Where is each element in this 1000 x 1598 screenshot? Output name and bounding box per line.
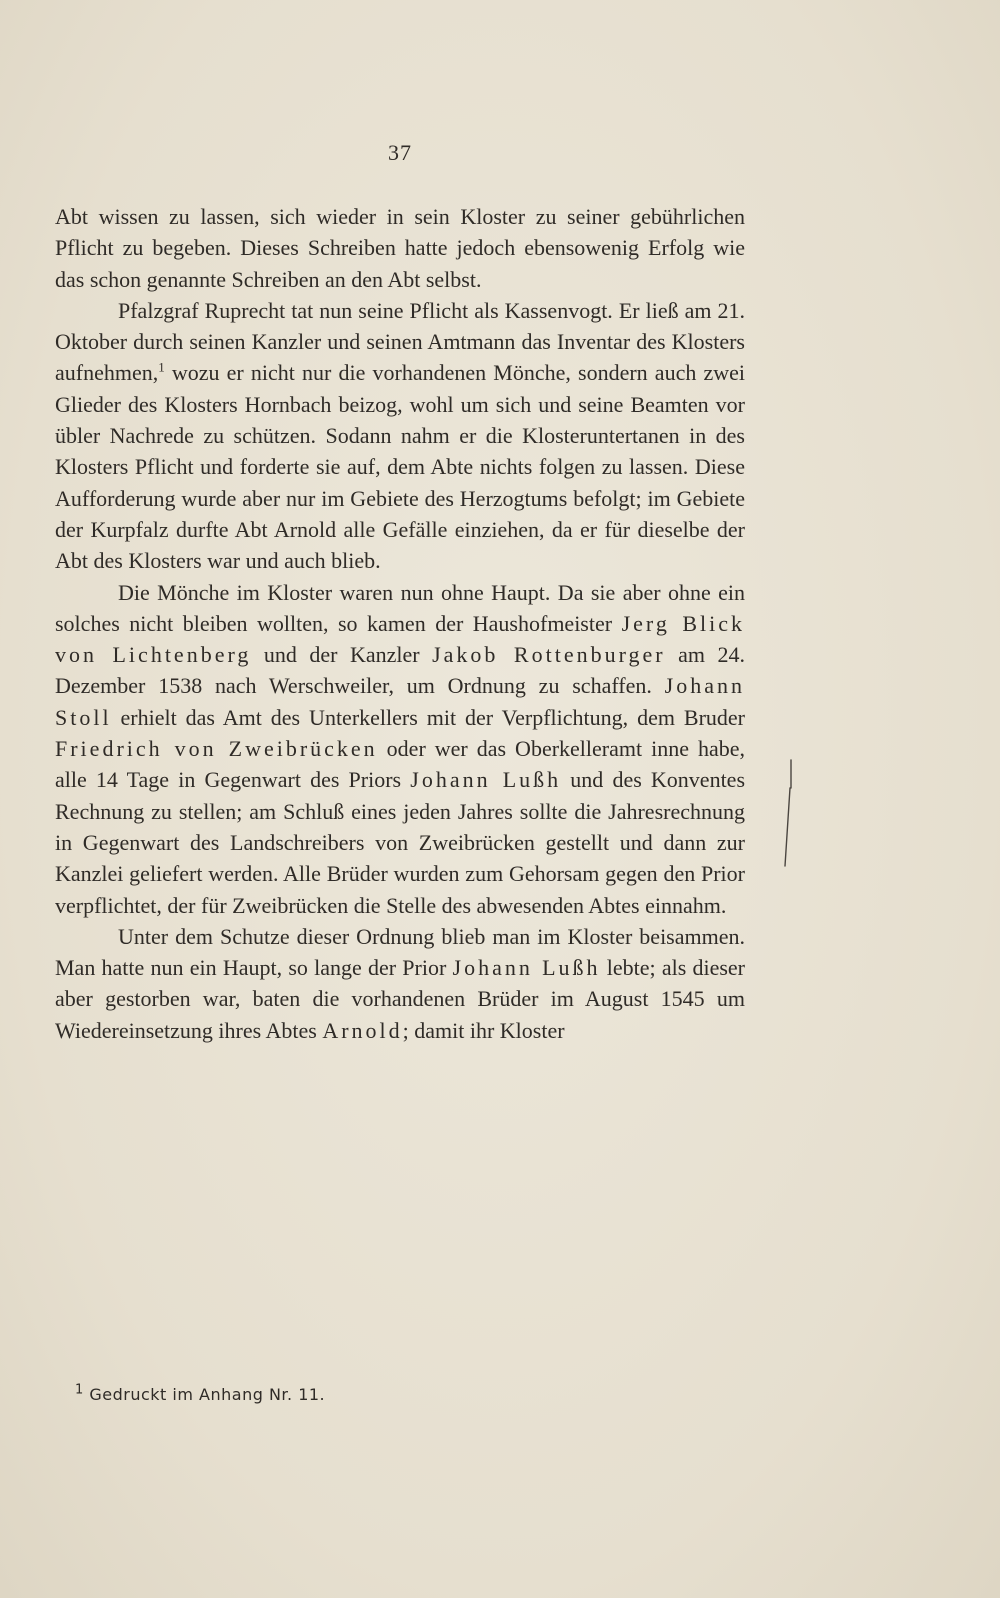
footnote-marker: 1 xyxy=(75,1382,84,1398)
spaced-name: Johann Lußh xyxy=(452,955,601,981)
spaced-name: Jakob Rottenburger xyxy=(432,642,666,668)
paragraph-3: Die Mönche im Kloster waren nun ohne Haupt. Da sie aber ohne ein solches nicht bleiben wollten, so kamen der Haushofmeister Jerg Blick von Lichtenberg und der Kanzler Jakob Rottenburger am 24. Dezember 1538 nach Werschweiler, um Ordnung zu schaffen. Johann Stoll erhielt das Amt des Unterkellers mit der Verpflichtung, dem Bruder Friedrich von Zweibrücken oder wer das Oberkelleramt inne habe, alle 14 Tage in Gegenwart des Priors Johann Lußh und des Konventes Rechnung zu stellen; am Schluß eines jeden Jahres sollte die Jahresrechnung in Gegenwart des Landschreibers von Zweibrücken gestellt und dann zur Kanzlei geliefert werden. Alle Brüder wurden zum Gehorsam gegen den Prior verpflichtet, der für Zweibrücken die Stelle des abwesenden Abtes einnahm. xyxy=(55,579,746,918)
footnote-text: Gedruckt im Anhang Nr. 11. xyxy=(89,1385,326,1404)
paragraph-2: Pfalzgraf Ruprecht tat nun seine Pflicht als Kassenvogt. Er ließ am 21. Oktober durch seinen Kanzler und seinen Amtmann das Inventar des Klosters aufnehmen,$^1$ wozu er nicht nur die vorhandenen Mönche, sondern auch zwei Glieder des Klosters Hornbach beizog, wohl um sich und seine Beamten vor übler Nachrede zu schützen. Sodann nahm er die Klosteruntertanen in des Klosters Pflicht und forderte sie auf, dem Abte nichts folgen zu lassen. Diese Aufforderung wurde aber nur im Gebiete des Herzogtums befolgt; im Gebiete der Kurpfalz durfte Abt Arnold alle Gefälle einziehen, da er für dieselbe der Abt des Klosters war und auch blieb. xyxy=(55,297,745,574)
spaced-name: Johann Stoll xyxy=(55,673,745,730)
page-number: 37 xyxy=(388,140,412,165)
spaced-name: Johann Lußh xyxy=(410,767,562,793)
footnote xyxy=(75,1382,326,1404)
spaced-name: Arnold xyxy=(322,1017,403,1043)
margin-pencil-mark xyxy=(778,758,798,868)
body-text xyxy=(55,201,745,1046)
spaced-name: Jerg Blick von Lichtenberg xyxy=(55,610,745,668)
spaced-name: Friedrich von Zweibrücken xyxy=(55,736,378,762)
paragraph-4: Unter dem Schutze dieser Ordnung blieb man im Kloster beisammen. Man hatte nun ein Haupt, so lange der Prior Johann Lußh lebte; als dieser aber gestorben war, baten die vorhandenen Brüder im August 1545 um Wiedereinsetzung ihres Abtes Arnold; damit ihr Kloster xyxy=(55,923,746,1043)
paragraph-1: Abt wissen zu lassen, sich wieder in sein Kloster zu seiner gebührlichen Pflicht zu begeben. Dieses Schreiben hatte jedoch ebensowenig Erfolg wie das schon genannte Schreiben an den Abt selbst. xyxy=(55,204,745,292)
footnote-reference: 1 xyxy=(158,360,165,376)
